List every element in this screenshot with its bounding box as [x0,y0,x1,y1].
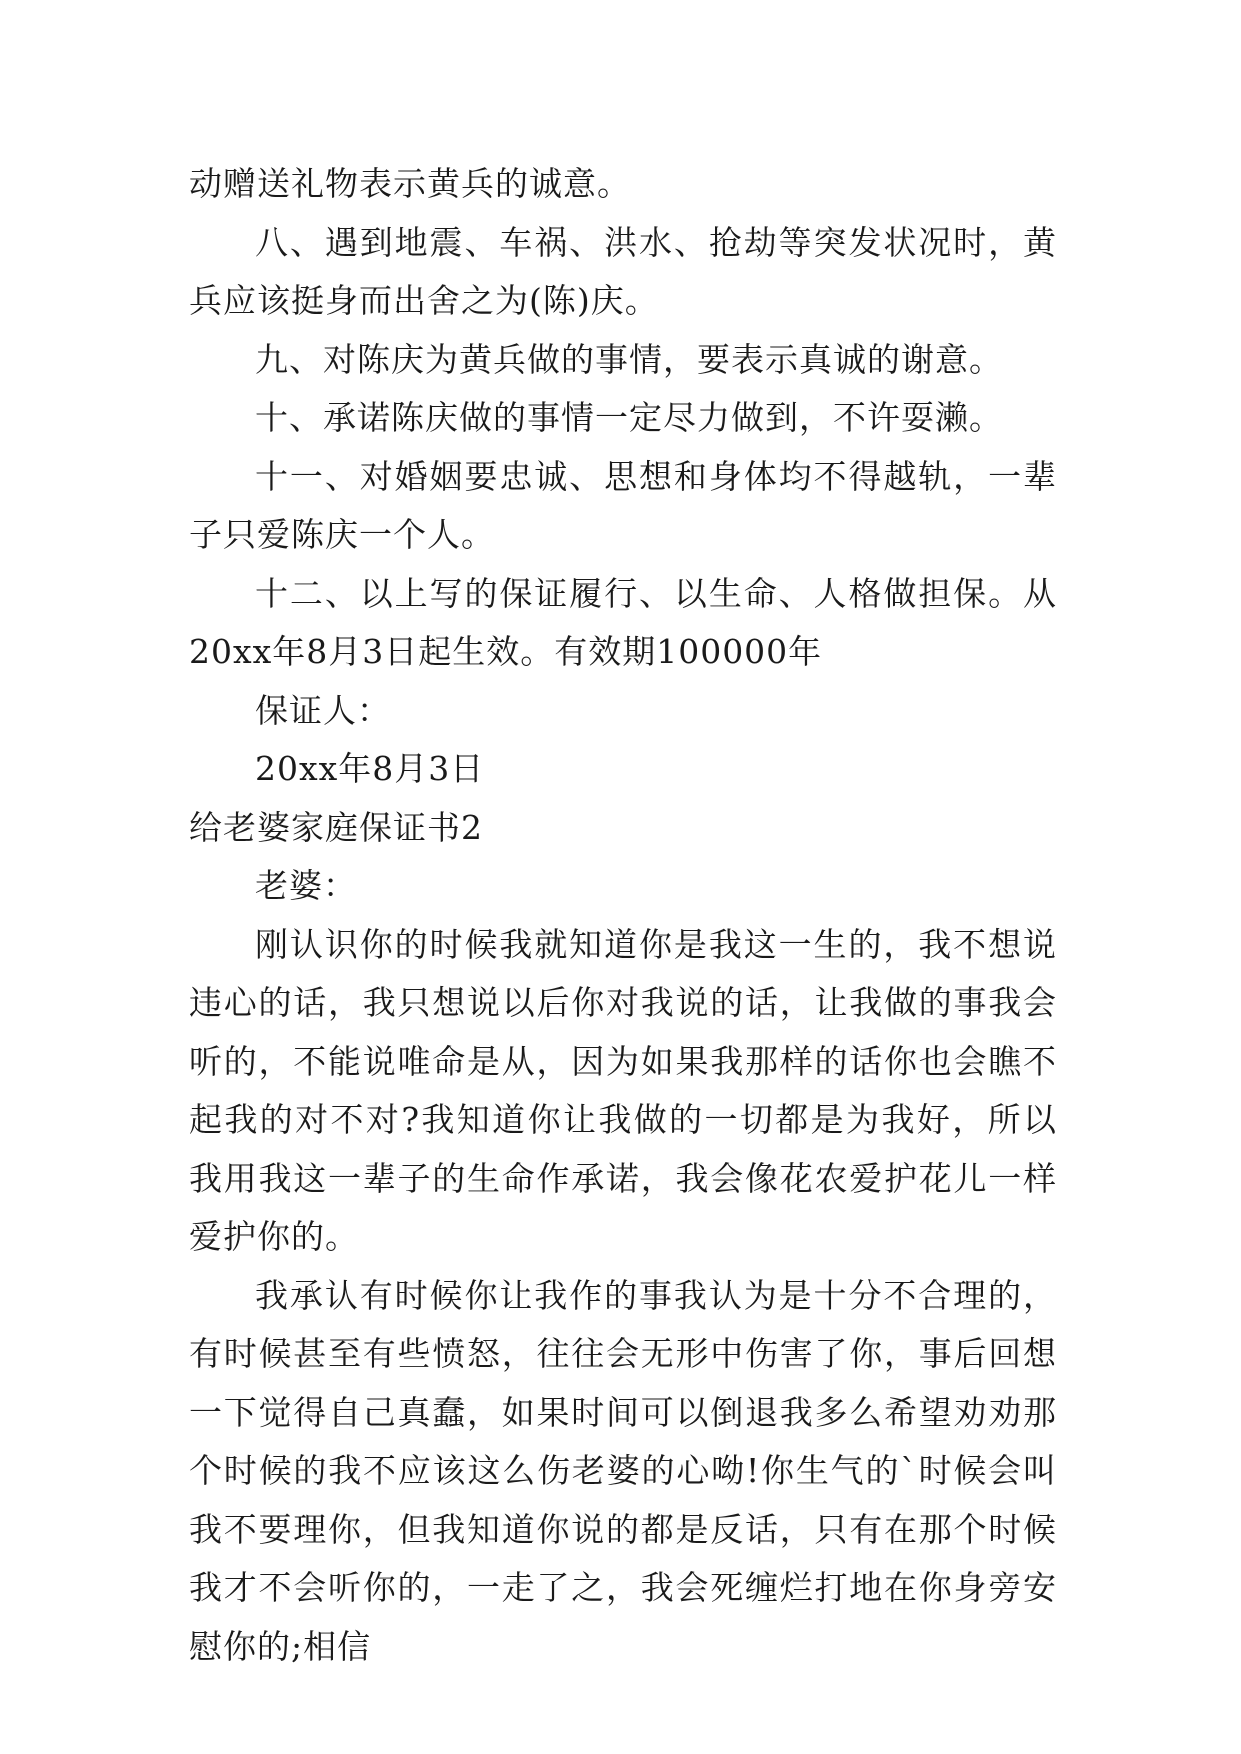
paragraph-item-10: 十、承诺陈庆做的事情一定尽力做到，不许耍濑。 [255,398,1003,437]
paragraph-item-9: 九、对陈庆为黄兵做的事情，要表示真诚的谢意。 [255,339,1003,379]
salutation: 老婆： [255,866,357,905]
paragraph-item-11: 十一、对婚姻要忠诚、思想和身体均不得越轨，一辈子只爱陈庆一个人。 [189,456,1057,554]
section-title: 给老婆家庭保证书2 [189,807,483,847]
guarantor-label: 保证人： [255,690,391,730]
paragraph-continuation: 动赠送礼物表示黄兵的诚意。 [189,164,631,203]
document-body [189,155,1057,1676]
paragraph-item-12: 十二、以上写的保证履行、以生命、人格做担保。从20xx年8月3日起生效。有效期100000年 [189,573,1057,671]
paragraph-item-8: 八、遇到地震、车祸、洪水、抢劫等突发状况时，黄兵应该挺身而出舍之为(陈)庆。 [189,222,1057,320]
body-paragraph-1: 刚认识你的时候我就知道你是我这一生的，我不想说违心的话，我只想说以后你对我说的话，让我做的事我会听的，不能说唯命是从，因为如果我那样的话你也会瞧不起我的对不对?我知道你让我做的一切都是为我好，所以我用我这一辈子的生命作承诺，我会像花农爱护花儿一样爱护你的。 [189,924,1057,1256]
signature-date: 20xx年8月3日 [255,749,485,788]
body-paragraph-2: 我承认有时候你让我作的事我认为是十分不合理的，有时候甚至有些愤怒，往往会无形中伤害了你，事后回想一下觉得自己真蠢，如果时间可以倒退我多么希望劝劝那个时候的我不应该这么伤老婆的心呦!你生气的`时候会叫我不要理你，但我知道你说的都是反话，只有在那个时候我才不会听你的，一走了之，我会死缠烂打地在你身旁安慰你的;相信 [189,1275,1057,1666]
